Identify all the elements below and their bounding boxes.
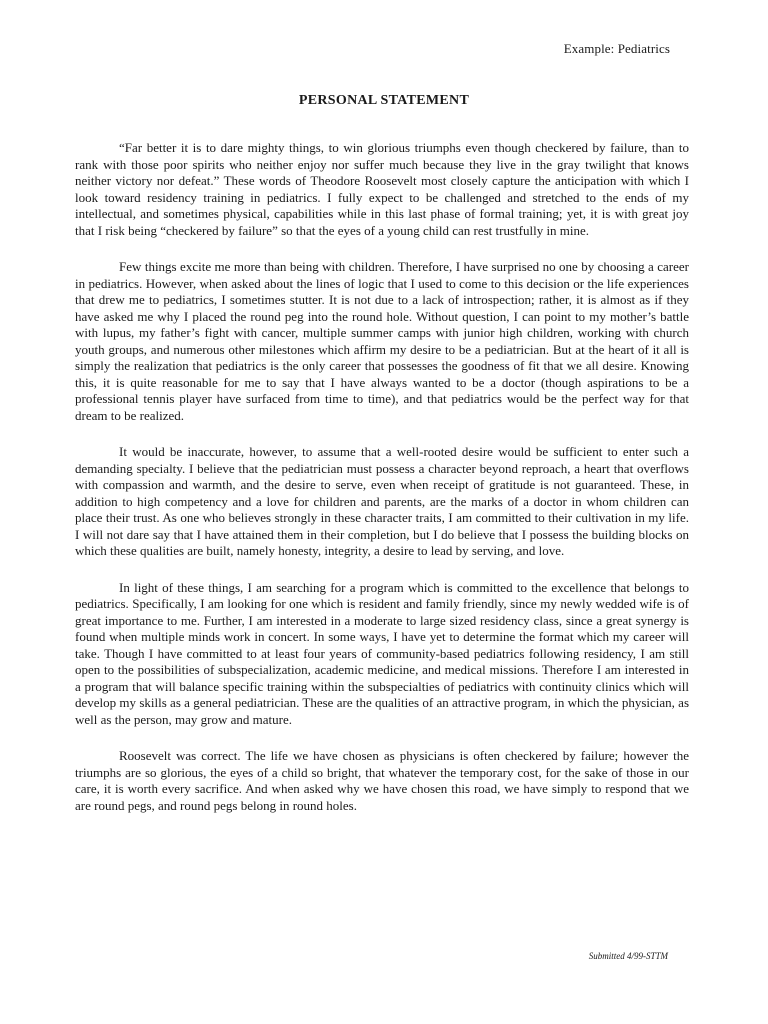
paragraph-1: “Far better it is to dare mighty things, to win glorious triumphs even though checkered by failure, than to rank with those poor spirits who neither enjoy nor suffer much because they live in the gray twilight that knows neither victory nor defeat.” These words of Theodore Roosevelt most closely capture the anticipation with which I look toward residency training in pediatrics. I fully expect to be challenged and stretched to the ends of my intellectual, and sometimes physical, capabilities while in this last phase of formal training; yet, it is with great joy that I risk being “checkered by failure” so that the eyes of a young child can rest trustfully in mine. — [75, 140, 689, 238]
paragraph-4: In light of these things, I am searching for a program which is committed to the excellence that belongs to pediatrics. Specifically, I am looking for one which is resident and family friendly, since my newly wedded wife is of great importance to me. Further, I am interested in a moderate to large sized residency class, since a great synergy is found when multiple minds work in concert. In some ways, I have yet to determine the format which my career will take. Though I have committed to at least four years of community-based pediatrics following residency, I am still open to the possibilities of subspecialization, academic medicine, and medical missions. Therefore I am interested in a program that will balance specific training within the subspecialties of pediatrics with continuity clinics which will develop my skills as a general pediatrician. These are the qualities of an attractive program, in which the physician, as well as the person, may grow and mature. — [75, 579, 689, 727]
header-note: Example: Pediatrics — [563, 41, 670, 56]
page-title: PERSONAL STATEMENT — [298, 93, 470, 108]
document-body — [75, 140, 689, 834]
paragraph-2: Few things excite me more than being with children. Therefore, I have surprised no one by choosing a career in pediatrics. However, when asked about the lines of logic that I used to come to this decision or the life experiences that drew me to pediatrics, I sometimes stutter. It is not due to a lack of introspection; rather, it is almost as if they have asked me why I placed the round peg into the round hole. Without question, I can point to my mother’s battle with lupus, my father’s fight with cancer, multiple summer camps with junior high children, working with church youth groups, and numerous other milestones which affirm my desire to be a pediatrician. But at the heart of it all is simply the realization that pediatrics is the only career that possesses the goodness of fit that we all desire. Knowing this, it is quite reasonable for me to say that I have always wanted to be a doctor (though aspirations to be a professional tennis player have surfaced from time to time), and that pediatrics would be the perfect way for that dream to be realized. — [75, 259, 689, 423]
paragraph-5: Roosevelt was correct. The life we have chosen as physicians is often checkered by failure; however the triumphs are so glorious, the eyes of a child so bright, that whatever the temporary cost, for the sake of those in our care, it is worth every sacrifice. And when asked why we have chosen this road, we have simply to respond that we are round pegs, and round pegs belong in round holes. — [75, 748, 689, 813]
paragraph-3: It would be inaccurate, however, to assume that a well-rooted desire would be sufficient to enter such a demanding specialty. I believe that the pediatrician must possess a character beyond reproach, a heart that overflows with compassion and warmth, and the desire to serve, even when receipt of gratitude is not guaranteed. These, in addition to high competency and a love for children and parents, are the marks of a doctor in whom children can place their trust. As one who believes strongly in these character traits, I am committed to their cultivation in my life. I will not dare say that I have attained them in their completion, but I do believe that I possess the building blocks on which these qualities are built, namely honesty, integrity, a desire to lead by serving, and love. — [75, 444, 689, 558]
footer-note: Submitted 4/99-STTM — [588, 951, 668, 961]
